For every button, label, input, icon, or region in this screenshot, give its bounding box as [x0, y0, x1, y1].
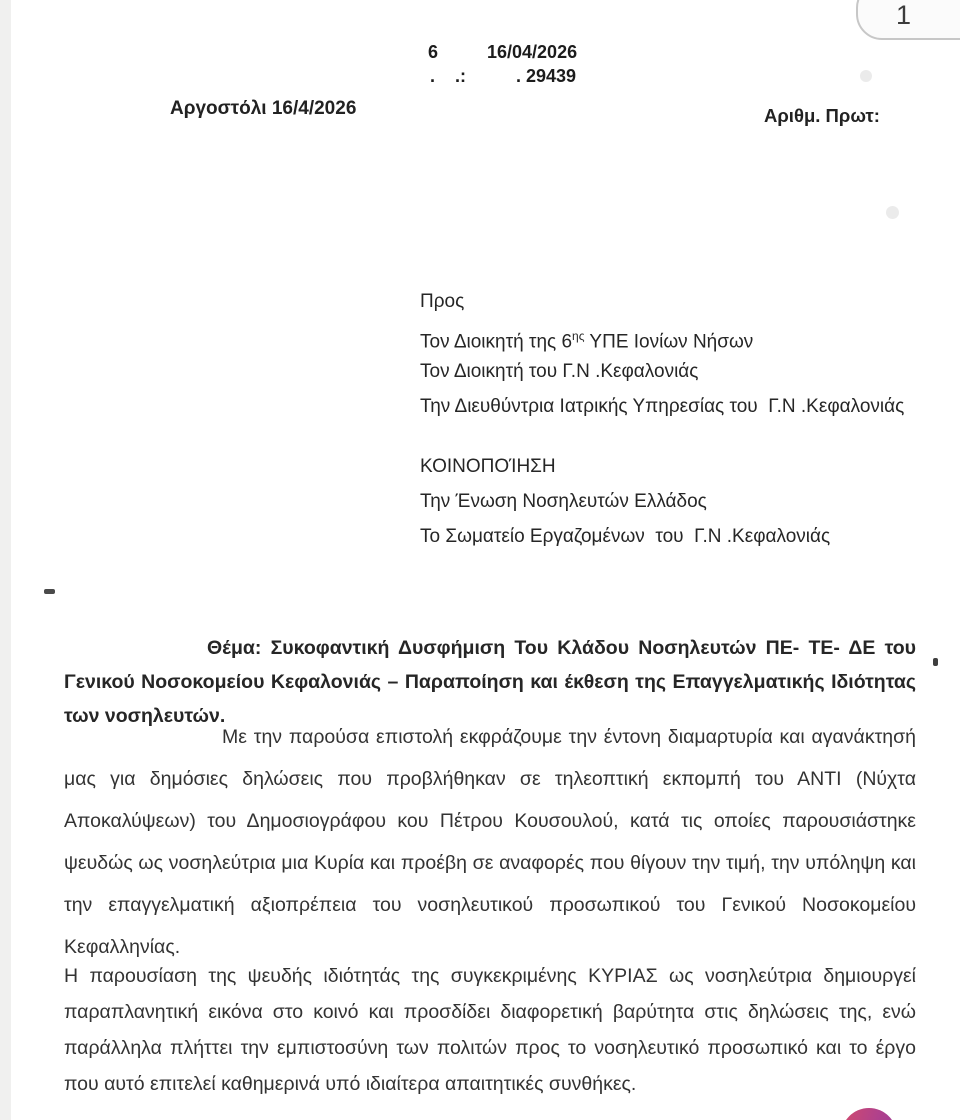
header-number: 6: [428, 42, 439, 62]
scan-artifact-mark: [933, 658, 938, 666]
place-and-date: Αργοστόλι 16/4/2026: [170, 98, 357, 119]
scan-action-fab[interactable]: [841, 1108, 897, 1120]
superscript-is: ης: [572, 329, 585, 343]
to-recipient-3: Την Διευθύντρια Ιατρικής Υπηρεσίας του Γ.Ν .Κεφαλονιάς: [420, 396, 905, 417]
scan-artifact-dash: [44, 589, 55, 594]
body-paragraph-2: Η παρουσίαση της ψευδής ιδιότητάς της συγκεκριμένης ΚΥΡΙΑΣ ως νοσηλεύτρια δημιουργεί παραπλανητική εικόνα στο κοινό και προσδίδει διαφορετική βαρύτητα στις δηλώσεις της, ενώ παράλληλα πλήττει την εμπιστοσύνη των πολιτών προς το νοσηλευτικό προσωπικό και το έργο που αυτό επιτελεί καθημερινά υπό ιδιαίτερα απαιτητικές συνθήκες.: [64, 965, 916, 1095]
to-recipient-2: Τον Διοικητή του Γ.Ν .Κεφαλονιάς: [420, 361, 699, 382]
recipients-cc-block: [420, 449, 830, 554]
scanner-page-edge: [0, 0, 11, 1120]
header-protocol-number: . .: . 29439: [430, 66, 577, 86]
cc-label: ΚΟΙΝΟΠΟΊΗΣΗ: [420, 456, 556, 477]
scan-artifact-faint-dot: [860, 70, 872, 82]
cc-recipient-2: Το Σωματείο Εργαζομένων του Γ.Ν .Κεφαλονιάς: [420, 526, 831, 547]
cc-recipient-1: Την Ένωση Νοσηλευτών Ελλάδος: [420, 491, 707, 512]
header-date: 16/04/2026: [487, 42, 578, 62]
protocol-label: Αριθμ. Πρωτ:: [764, 105, 880, 126]
recipients-to-block: [420, 284, 904, 424]
page-number-badge: [856, 0, 960, 40]
scan-artifact-faint-dot: [886, 206, 899, 219]
to-label: Προς: [420, 291, 465, 312]
page-number: 1: [896, 0, 912, 30]
body-paragraph-1: Με την παρούσα επιστολή εκφράζουμε την έντονη διαμαρτυρία και αγανάκτησή μας για δημόσιες δηλώσεις που προβλήθηκαν σε τηλεοπτική εκπομπή του ΑΝΤΙ (Νύχτα Αποκαλύψεων) του Δημοσιογράφου κου Πέτρου Κουσουλού, κατά τις οποίες παρουσιάστηκε ψευδώς ως νοσηλεύτρια μια Κυρία και προέβη σε αναφορές που θίγουν την τιμή, την υπόληψη και την επαγγελματική αξιοπρέπεια του νοσηλευτικού προσωπικού του Γενικού Νοσοκομείου Κεφαλληνίας.: [64, 726, 916, 958]
subject-line: Θέμα: Συκοφαντική Δυσφήμιση Του Κλάδου Νοσηλευτών ΠΕ- ΤΕ- ΔΕ του Γενικού Νοσοκομείου Κεφαλονιάς – Παραποίηση και έκθεση της Επαγγελματικής Ιδιότητας των νοσηλευτών.: [64, 637, 916, 727]
to-recipient-1: Τον Διοικητή της $6^{\eta\varsigma}$ ΥΠΕ Ιονίων Νήσων: [420, 329, 754, 353]
